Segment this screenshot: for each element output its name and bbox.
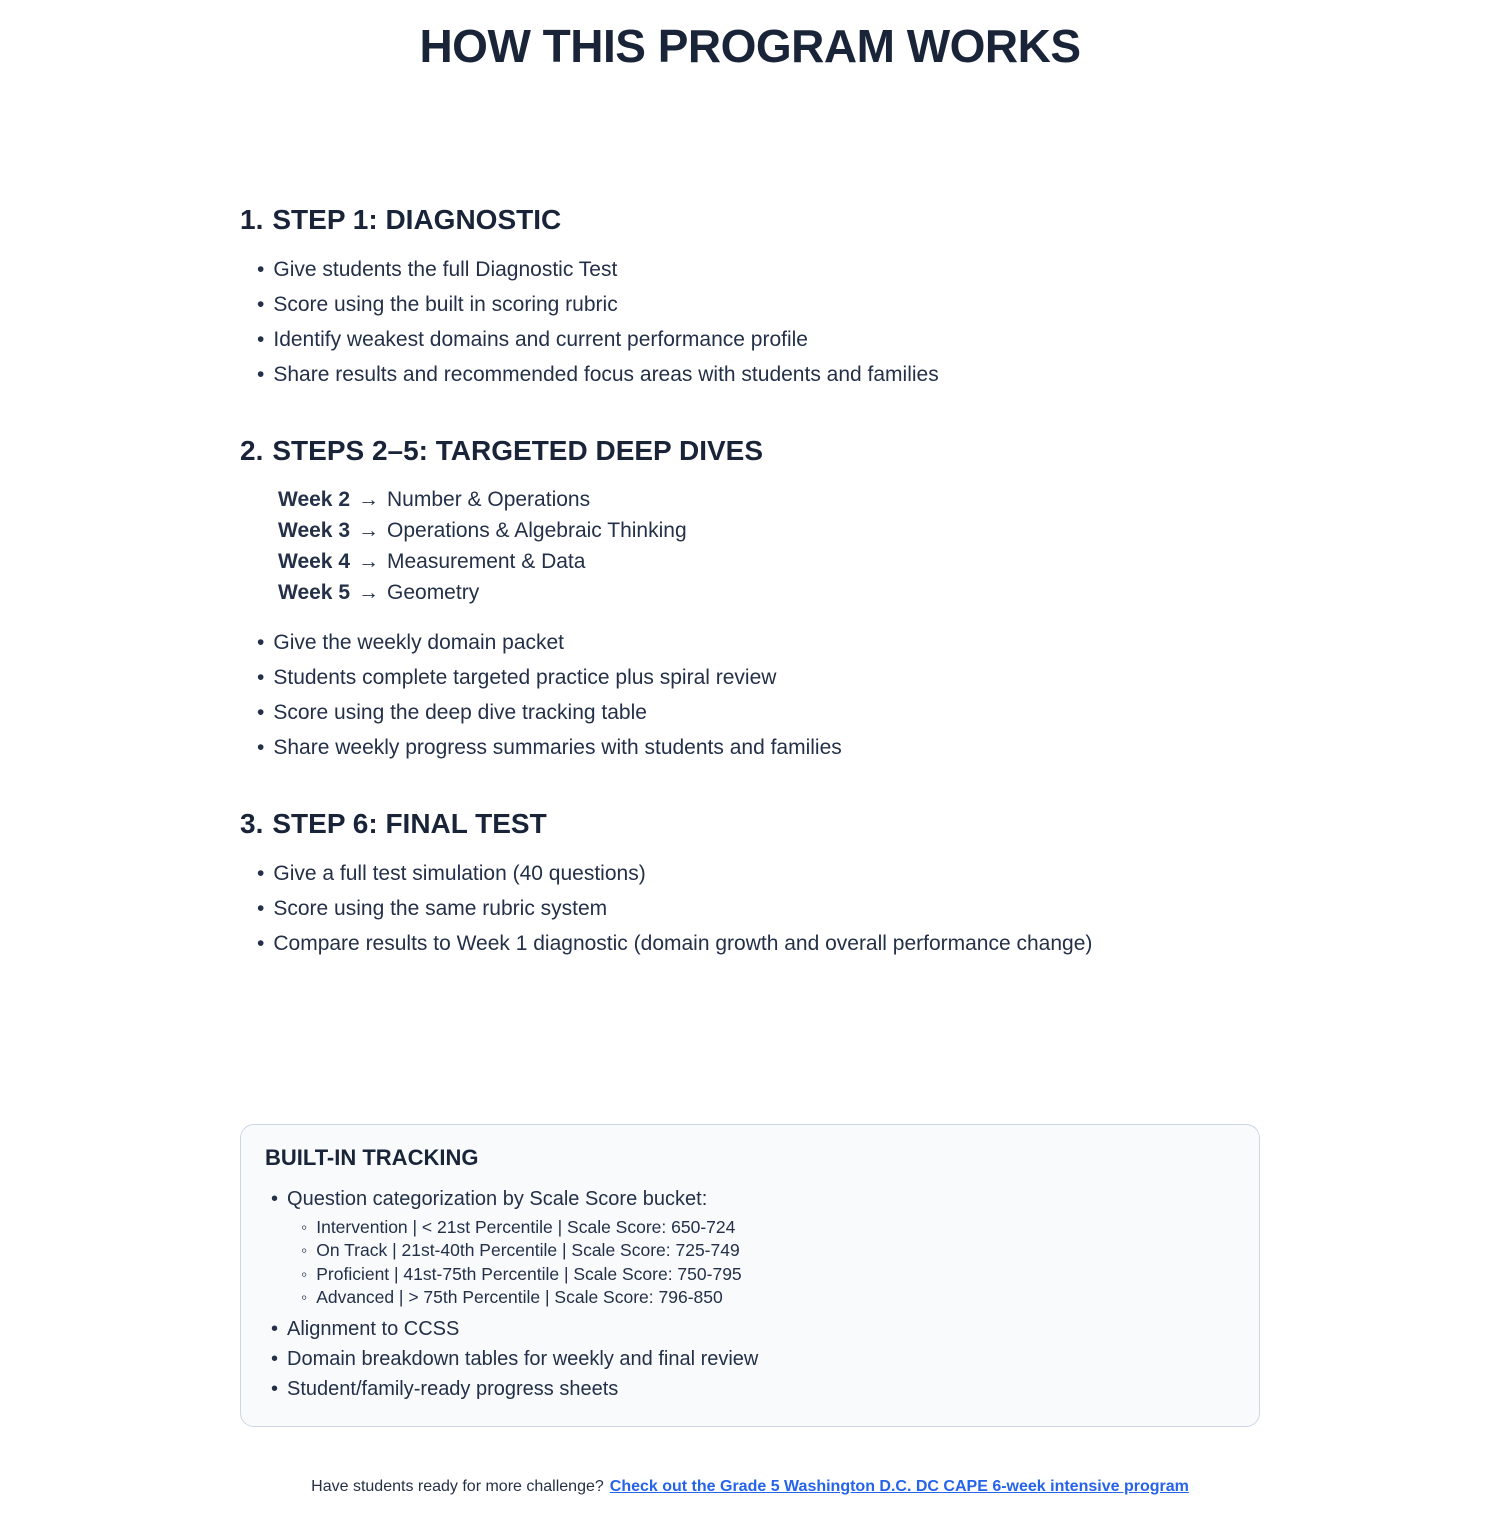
bullet-text: Score using the deep dive tracking table — [273, 700, 647, 724]
section-heading — [240, 205, 1260, 235]
bullet-item — [240, 856, 1260, 891]
section-number: 1. — [240, 203, 264, 235]
tracking-item — [265, 1314, 1235, 1344]
bucket-item — [301, 1239, 1235, 1263]
bullet-marker: • — [257, 861, 265, 885]
week-line — [278, 484, 1260, 515]
week-schedule — [240, 484, 1260, 608]
bullet-marker: • — [257, 931, 265, 955]
tracking-item — [265, 1374, 1235, 1404]
section-heading-text: STEP 6: FINAL TEST — [272, 807, 547, 839]
bullet-text: Compare results to Week 1 diagnostic (domain growth and overall performance change) — [273, 931, 1093, 955]
bullet-text: Score using the built in scoring rubric — [273, 292, 618, 316]
bullet-marker: • — [257, 257, 265, 281]
right-arrow-icon: → — [358, 487, 379, 511]
bucket-text: Advanced | > 75th Percentile | Scale Score: 796-850 — [316, 1287, 723, 1308]
week-line — [278, 577, 1260, 608]
bullet-marker: • — [257, 327, 265, 351]
week-label: Week 4 — [278, 549, 350, 573]
bullet-item — [240, 287, 1260, 322]
bullet-list — [240, 625, 1260, 765]
bullet-marker: • — [257, 700, 265, 724]
section-number: 3. — [240, 807, 264, 839]
week-line — [278, 515, 1260, 546]
week-topic: Operations & Algebraic Thinking — [387, 518, 687, 542]
right-arrow-icon: → — [358, 518, 379, 542]
bullet-text: Give a full test simulation (40 questions) — [273, 861, 646, 885]
bullet-item — [240, 926, 1260, 961]
bullet-marker: • — [271, 1187, 279, 1210]
section-heading — [240, 436, 1260, 466]
bucket-text: On Track | 21st-40th Percentile | Scale Score: 725-749 — [316, 1240, 740, 1261]
section-steps-2-5-deep-dives — [240, 436, 1260, 765]
bullet-list — [240, 252, 1260, 392]
bullet-marker: • — [257, 665, 265, 689]
bullet-item — [240, 660, 1260, 695]
bullet-text: Score using the same rubric system — [273, 896, 608, 920]
bullet-item — [240, 322, 1260, 357]
section-step-1-diagnostic — [240, 205, 1260, 392]
page-title: HOW THIS PROGRAM WORKS — [419, 20, 1081, 72]
tracking-item-text: Student/family-ready progress sheets — [287, 1377, 619, 1400]
right-arrow-icon: → — [358, 549, 379, 573]
bucket-item — [301, 1216, 1235, 1240]
week-line — [278, 546, 1260, 577]
tracking-panel-title: BUILT-IN TRACKING — [265, 1144, 479, 1170]
bullet-text: Students complete targeted practice plus spiral review — [273, 665, 777, 689]
bullet-item — [240, 730, 1260, 765]
bullet-item — [240, 357, 1260, 392]
week-label: Week 2 — [278, 487, 350, 511]
bullet-text: Give the weekly domain packet — [273, 630, 565, 654]
week-label: Week 3 — [278, 518, 350, 542]
bullet-item — [240, 695, 1260, 730]
scale-score-bucket-list — [271, 1216, 1235, 1310]
bullet-item — [240, 252, 1260, 287]
tracking-item — [265, 1344, 1235, 1374]
bullet-marker: • — [271, 1377, 279, 1400]
sub-bullet-marker: ◦ — [301, 1263, 308, 1284]
section-heading-text: STEP 1: DIAGNOSTIC — [272, 203, 562, 235]
section-heading — [240, 809, 1260, 839]
bullet-list — [240, 856, 1260, 961]
bullet-marker: • — [271, 1347, 279, 1370]
section-heading-text: STEPS 2–5: TARGETED DEEP DIVES — [272, 434, 764, 466]
sub-bullet-marker: ◦ — [301, 1240, 308, 1261]
week-topic: Measurement & Data — [387, 549, 586, 573]
tracking-list — [265, 1184, 1235, 1404]
bullet-text: Share weekly progress summaries with students and families — [273, 735, 842, 759]
week-label: Week 5 — [278, 580, 350, 604]
bullet-marker: • — [257, 630, 265, 654]
section-step-6-final-test — [240, 809, 1260, 961]
bucket-item — [301, 1286, 1235, 1310]
right-arrow-icon: → — [358, 580, 379, 604]
bullet-item — [240, 891, 1260, 926]
sub-bullet-marker: ◦ — [301, 1287, 308, 1308]
week-topic: Number & Operations — [387, 487, 591, 511]
sub-bullet-marker: ◦ — [301, 1216, 308, 1237]
bullet-marker: • — [257, 362, 265, 386]
tracking-item-text: Alignment to CCSS — [287, 1317, 460, 1340]
footer-text: Have students ready for more challenge? — [311, 1478, 604, 1495]
bullet-text: Share results and recommended focus areas with students and families — [273, 362, 939, 386]
bullet-marker: • — [257, 292, 265, 316]
week-topic: Geometry — [387, 580, 480, 604]
document-body — [240, 205, 1260, 1427]
bullet-marker: • — [271, 1317, 279, 1340]
bucket-item — [301, 1263, 1235, 1287]
bullet-item — [240, 625, 1260, 660]
tracking-item-text: Question categorization by Scale Score bucket: — [287, 1187, 708, 1210]
bucket-text: Intervention | < 21st Percentile | Scale Score: 650-724 — [316, 1216, 736, 1237]
footer-link[interactable]: Check out the Grade 5 Washington D.C. DC CAPE 6-week intensive program — [609, 1478, 1189, 1495]
bullet-marker: • — [257, 896, 265, 920]
section-number: 2. — [240, 434, 264, 466]
footer-cta — [0, 1478, 1500, 1496]
bullet-text: Give students the full Diagnostic Test — [273, 257, 618, 281]
bullet-text: Identify weakest domains and current performance profile — [273, 327, 808, 351]
tracking-item — [265, 1184, 1235, 1310]
tracking-panel — [240, 1124, 1260, 1427]
bucket-text: Proficient | 41st-75th Percentile | Scale Score: 750-795 — [316, 1263, 742, 1284]
bullet-marker: • — [257, 735, 265, 759]
tracking-item-text: Domain breakdown tables for weekly and final review — [287, 1347, 759, 1370]
